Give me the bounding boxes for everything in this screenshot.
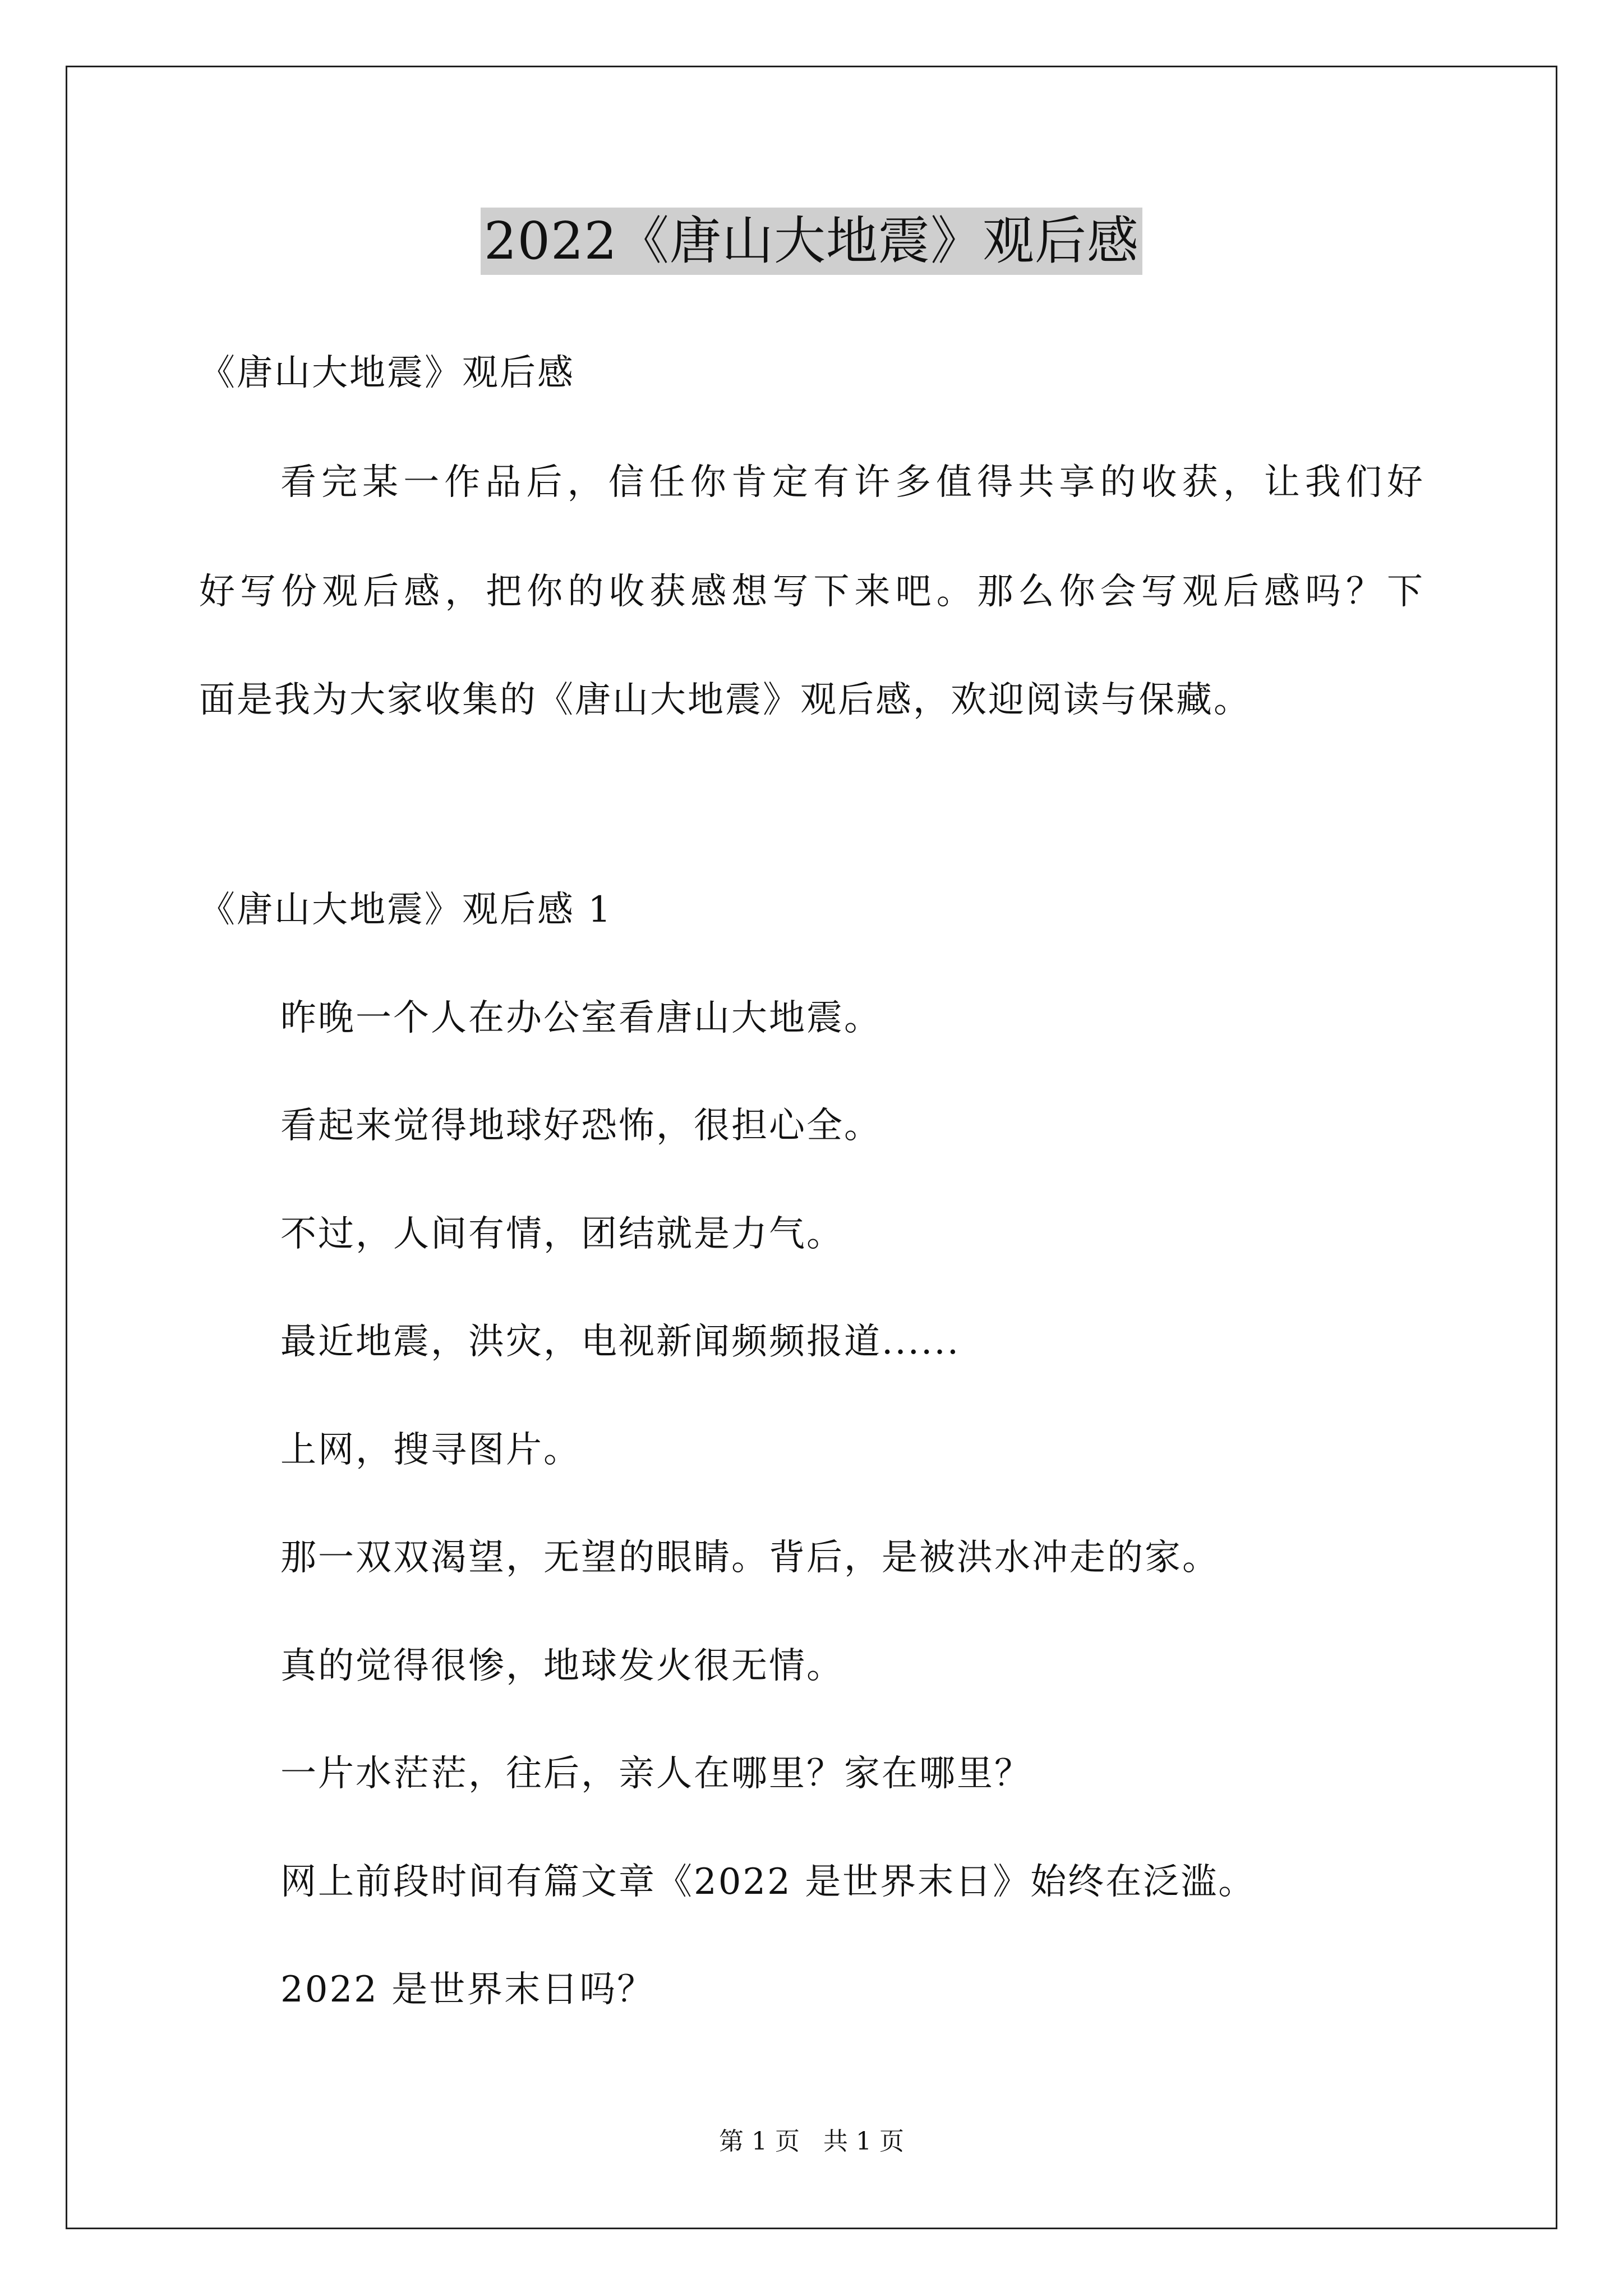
document-title: 2022《唐山大地震》观后感	[481, 208, 1142, 275]
section-line-4: 最近地震，洪灾，电视新闻频频报道......	[280, 1321, 961, 1363]
intro-paragraph-line-1: 看完某一作品后，信任你肯定有许多值得共享的收获，让我们好	[280, 462, 1424, 503]
title-container	[0, 208, 1623, 275]
section-line-9: 网上前段时间有篇文章《2022 是世界末日》始终在泛滥。	[280, 1861, 1256, 1903]
page-footer: 第 1 页 共 1 页	[719, 2127, 904, 2156]
section-line-7: 真的觉得很惨，地球发火很无情。	[280, 1645, 844, 1687]
section-line-3: 不过，人间有情，团结就是力气。	[280, 1213, 844, 1255]
section-line-5: 上网，搜寻图片。	[280, 1429, 581, 1471]
section-line-2: 看起来觉得地球好恐怖，很担心全。	[280, 1105, 882, 1147]
section-line-1: 昨晚一个人在办公室看唐山大地震。	[280, 997, 882, 1039]
intro-paragraph-line-2: 好写份观后感，把你的收获感想写下来吧。那么你会写观后感吗？下	[199, 571, 1424, 613]
section-heading: 《唐山大地震》观后感 1	[199, 889, 613, 931]
section-line-8: 一片水茫茫，往后，亲人在哪里？家在哪里？	[280, 1753, 1032, 1795]
section-line-10: 2022 是世界末日吗？	[280, 1969, 655, 2010]
section-line-6: 那一双双渴望，无望的眼睛。背后，是被洪水冲走的家。	[280, 1537, 1220, 1579]
intro-paragraph-line-3: 面是我为大家收集的《唐山大地震》观后感，欢迎阅读与保藏。	[199, 679, 1251, 721]
intro-heading: 《唐山大地震》观后感	[199, 352, 575, 394]
